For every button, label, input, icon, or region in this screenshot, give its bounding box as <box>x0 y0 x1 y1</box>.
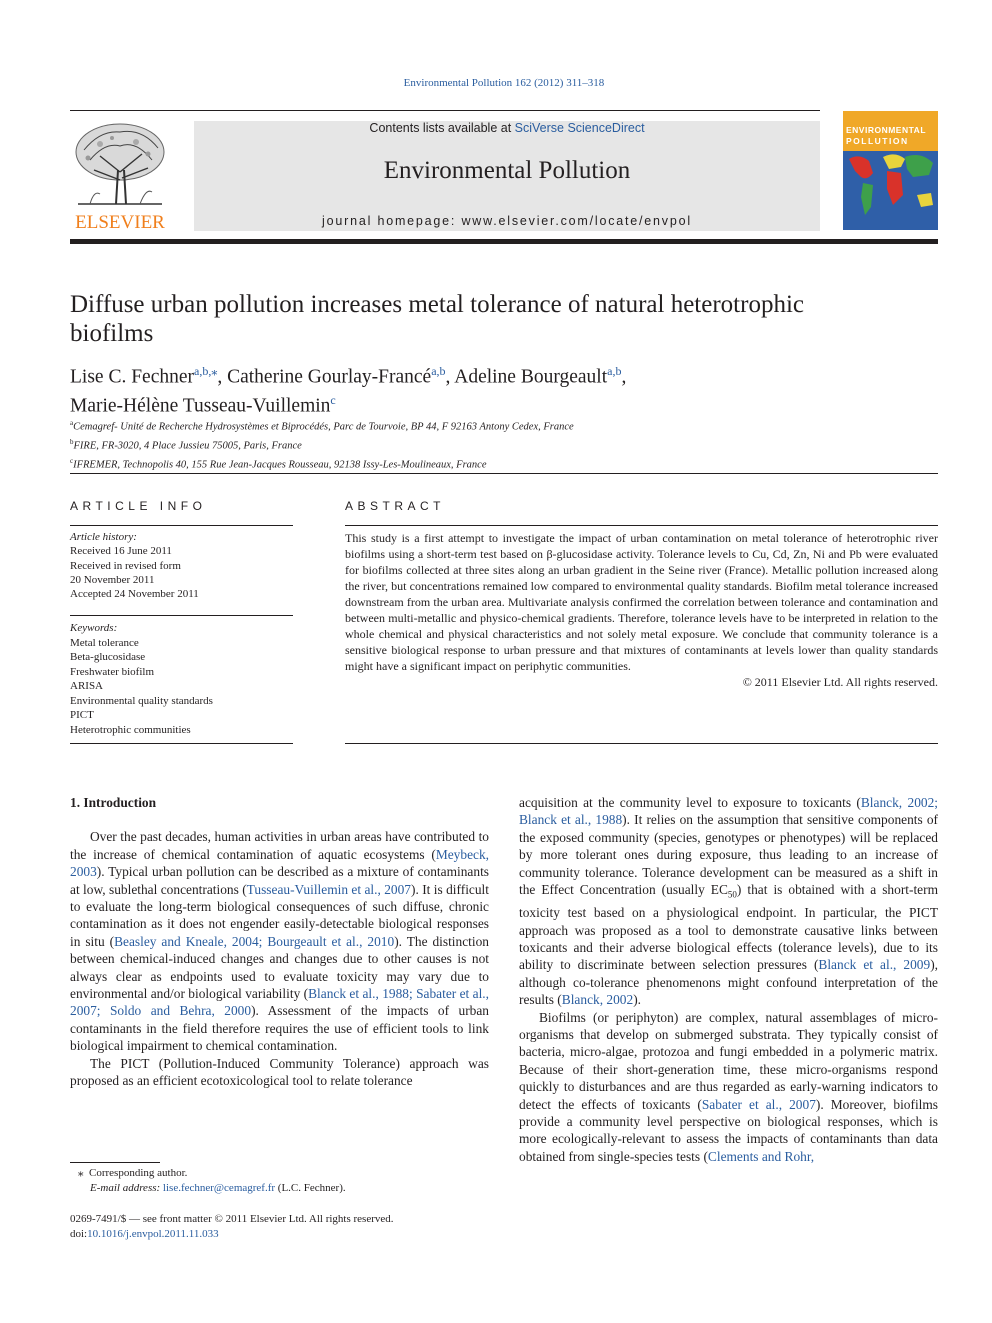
issn-line: 0269-7491/$ — see front matter © 2011 Elsevier Ltd. All rights reserved. <box>70 1213 394 1225</box>
article-info-end-divider <box>70 743 293 744</box>
history-item: 20 November 2011 <box>70 573 155 586</box>
body-text: ). Moreover, biofilms provide a community level perspective on biological responses, which is more ecologically-relevant to assess the impacts of contaminants than data obtained from single-species tests ( <box>519 1096 939 1164</box>
citation-link[interactable]: Sabater et al., 2007 <box>701 1096 816 1112</box>
author-affiliation-marks[interactable]: a,b,⁎ <box>194 364 218 378</box>
author-separator: , <box>445 366 455 388</box>
doi-label: doi: <box>70 1227 88 1240</box>
abstract-copyright: © 2011 Elsevier Ltd. All rights reserved. <box>742 675 938 689</box>
author-separator: , <box>621 366 627 388</box>
article-info-heading: ARTICLE INFO <box>70 499 207 513</box>
body-column-right <box>519 794 938 1165</box>
journal-citation-link[interactable]: Environmental Pollution 162 (2012) 311–318 <box>403 77 605 89</box>
citation-link[interactable]: Blanck, 2002; Blanck et al., 1988 <box>519 795 938 828</box>
body-text: ). The distinction between chemical-induced changes and changes due to other causes is not always clear as endpoints used to evaluate toxicity may vary due to environmental and/or biological variability ( <box>70 933 489 1002</box>
contents-prefix: Contents lists available at <box>369 121 515 135</box>
history-item: Accepted 24 November 2011 <box>70 588 199 601</box>
header-thick-rule <box>70 239 938 244</box>
citation-link[interactable]: Meybeck, 2003 <box>70 846 489 880</box>
article-title: Diffuse urban pollution increases metal tolerance of natural heterotrophic biofilms <box>70 291 804 347</box>
abstract-divider <box>345 525 938 526</box>
email-link[interactable]: lise.fechner@cemagref.fr <box>162 1182 276 1194</box>
journal-homepage-link[interactable]: journal homepage: www.elsevier.com/locate/envpol <box>322 214 692 228</box>
journal-name: Environmental Pollution <box>383 157 631 184</box>
author-name[interactable]: Lise C. Fechner <box>70 366 195 388</box>
cover-title <box>846 125 936 147</box>
body-text: Over the past decades, human activities in urban areas have contributed to the increase of chemical contamination of aquatic ecosystems ( <box>70 829 489 862</box>
header-divider <box>70 110 820 111</box>
body-paragraph <box>70 828 489 1054</box>
doi-link[interactable]: 10.1016/j.envpol.2011.11.033 <box>87 1227 219 1240</box>
body-paragraph <box>519 794 938 1009</box>
keyword: Environmental quality standards <box>70 694 213 707</box>
body-text: ). Assessment of the impacts of urban contaminants in the field therefore requires the use of efficient tools to link biological impairment to chemical contamination. <box>70 1003 489 1054</box>
author-affiliation-marks[interactable]: a,b <box>607 364 622 378</box>
author-affiliation-marks[interactable]: a,b <box>431 364 446 378</box>
history-item: Received 16 June 2011 <box>70 545 172 558</box>
abstract-text: This study is a first attempt to investigate the impact of urban contamination on metal tolerance of heterotrophic river biofilms using a short-term test based on β-glucosidase activity. Tolerance levels to Cu, Cd, Zn, Ni and Pb were evaluated for biofilms collected at three sites along an urban gradient in the Seine river (France). Metallic pollution increased along the river, but concentrations remained low compared to environmental quality standards. Biofilm metal tolerance increased downstream from the urban area. Multivariate analysis confirmed the correlation between tolerance and contamination and between multi-metallic and physico-chemical gradients. Therefore, tolerance levels have to be interpreted in relation to the whole chemical and physical characteristics and not solely metal exposure. We conclude that community tolerance is a sensitive biological response to urban pressure and that mixtures of contaminants at levels lower than quality standards might have a significant impact on periphytic communities. <box>345 531 938 673</box>
keyword: ARISA <box>70 680 104 692</box>
abstract-end-divider <box>345 743 938 744</box>
history-list <box>70 544 293 601</box>
article-history <box>70 530 293 601</box>
affiliation-marker: a <box>70 419 74 427</box>
keyword: PICT <box>70 709 94 721</box>
keyword: Metal tolerance <box>70 636 139 649</box>
author-list <box>70 360 930 417</box>
affiliation-marker: b <box>70 438 74 446</box>
email-suffix: (L.C. Fechner). <box>275 1182 346 1194</box>
citation-link[interactable]: Clements and Rohr, <box>707 1148 815 1164</box>
body-text: ). It is difficult to evaluate the long-term biological consequences of such diffuse, chronic contamination as it does not engender easily-detectable biological responses in situ ( <box>70 881 489 949</box>
footnote-divider <box>70 1162 160 1163</box>
article-info-divider <box>70 525 293 526</box>
author-affiliation-marks[interactable]: c <box>330 392 336 407</box>
body-text: ). <box>633 992 641 1008</box>
cover-title-line-1: ENVIRONMENTAL <box>846 125 927 135</box>
keyword: Beta-glucosidase <box>70 651 146 663</box>
affiliation-list <box>70 416 930 473</box>
affiliation-divider <box>70 473 938 474</box>
body-text: acquisition at the community level to exposure to toxicants ( <box>519 795 861 810</box>
body-paragraph <box>70 1055 489 1090</box>
elsevier-tree-icon <box>70 120 170 210</box>
affiliation-text: IFREMER, Technopolis 40, 155 Rue Jean-Jacques Rousseau, 92138 Issy-Les-Moulineaux, France <box>73 459 487 471</box>
keyword: Freshwater biofilm <box>70 665 155 678</box>
journal-header-box <box>194 121 820 231</box>
contents-line <box>194 121 820 135</box>
citation-link[interactable]: Tusseau-Vuillemin et al., 2007 <box>246 881 412 897</box>
elsevier-wordmark: ELSEVIER <box>75 212 165 233</box>
body-paragraph <box>519 1009 938 1166</box>
affiliation-text: Cemagref- Unité de Recherche Hydrosystèmes et Biprocédés, Parc de Tourvoie, BP 44, F 92163 Antony Cedex, France <box>73 421 574 433</box>
footnote <box>70 1166 490 1196</box>
sciverse-link[interactable]: SciVerse ScienceDirect <box>514 121 645 135</box>
affiliation <box>70 416 930 435</box>
body-column-left <box>70 794 489 1090</box>
history-label: Article history: <box>70 531 137 543</box>
author-separator: , <box>217 366 228 388</box>
cover-title-line-2: POLLUTION <box>846 136 909 146</box>
citation-link[interactable]: Blanck, 2002 <box>561 992 634 1008</box>
abstract-body <box>345 530 938 690</box>
keyword: Heterotrophic communities <box>70 723 191 736</box>
keywords-divider <box>70 615 293 616</box>
history-item: Received in revised form <box>70 559 181 572</box>
body-text: ). Typical urban pollution can be described as a mixture of contaminants at low, sublethal concentrations ( <box>70 864 489 897</box>
affiliation <box>70 454 930 473</box>
body-text: ), although co-tolerance phenomenons might confound interpretation of the results ( <box>519 957 938 1008</box>
body-text: Biofilms (or periphyton) are complex, natural assemblages of micro-organisms that develop on submerged substrata. They typically consist of bacteria, micro-algae, protozoa and fungi embedded in a polymeric matrix. Because of their short-generation time, these micro-organisms respond quickly to disturbances and are thus regarded as early-warning indicators to detect the effects of toxicants ( <box>519 1009 938 1112</box>
author-name[interactable]: Adeline Bourgeault <box>454 366 608 388</box>
journal-cover-thumbnail[interactable] <box>843 111 938 230</box>
affiliation-text: FIRE, FR-3020, 4 Place Jussieu 75005, Paris, France <box>73 440 302 452</box>
body-text: ). It relies on the assumption that sensitive components of the exposed community (species, genotypes or phenotypes) will be replaced by more tolerant ones during exposure, thus leading to an increase of community tolerance. Tolerance development can be measured as a shift in the Effect Concentration (usually EC <box>519 812 939 898</box>
email-label: E-mail address: <box>90 1182 161 1194</box>
elsevier-logo[interactable] <box>70 120 170 232</box>
footnote-marker: ⁎ <box>78 1167 84 1179</box>
footnote-corresponding: Corresponding author. <box>89 1167 188 1179</box>
citation-link[interactable]: Blanck et al., 1988; Sabater et al., 2007; Soldo and Behra, 2000 <box>70 986 489 1019</box>
affiliation <box>70 435 930 454</box>
keyword-list <box>70 636 293 738</box>
affiliation-marker: c <box>70 457 74 465</box>
citation-link[interactable]: Beasley and Kneale, 2004; Bourgeault et al., 2010 <box>114 933 395 949</box>
citation-link[interactable]: Blanck et al., 2009 <box>818 957 931 973</box>
introduction-heading: 1. Introduction <box>70 795 157 810</box>
body-text: ) that is obtained with a short-term toxicity test based on a physiological endpoint. In particular, the PICT approach was proposed as a tool to demonstrate causative links between toxicants and their adverse biological effects (tolerance levels), due to its ability to discriminate between selection pressures ( <box>519 882 938 973</box>
subscript: 50 <box>727 889 737 900</box>
body-text: The PICT (Pollution-Induced Community Tolerance) approach was proposed as an efficient ecotoxicological tool to relate tolerance <box>70 1055 489 1089</box>
abstract-heading: ABSTRACT <box>345 499 446 513</box>
author-name[interactable]: Catherine Gourlay-Francé <box>227 366 432 388</box>
page-footer <box>70 1212 490 1241</box>
author-name[interactable]: Marie-Hélène Tusseau-Vuillemin <box>70 395 331 416</box>
keywords-block <box>70 621 293 737</box>
keywords-label: Keywords: <box>70 622 118 634</box>
